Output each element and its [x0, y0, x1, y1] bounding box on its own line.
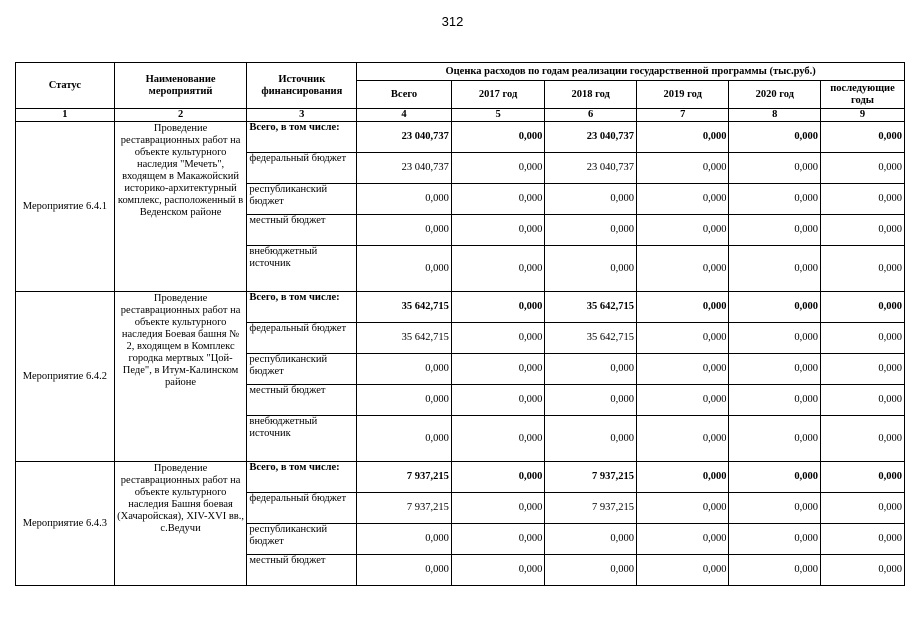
header-year-total: Всего: [357, 81, 452, 109]
budget-table: [15, 62, 905, 586]
header-year-2019: 2019 год: [636, 81, 729, 109]
amount-cell: 0,000: [451, 246, 545, 292]
amount-cell: 0,000: [821, 215, 905, 246]
amount-cell: 0,000: [357, 184, 452, 215]
amount-cell: 0,000: [821, 493, 905, 524]
funding-source: республиканский бюджет: [247, 184, 357, 215]
funding-source: местный бюджет: [247, 385, 357, 416]
amount-cell: 0,000: [729, 323, 821, 354]
amount-cell: 23 040,737: [545, 153, 637, 184]
amount-cell: 0,000: [451, 122, 545, 153]
amount-cell: 0,000: [636, 184, 729, 215]
amount-cell: 0,000: [545, 524, 637, 555]
amount-cell: 0,000: [729, 524, 821, 555]
amount-cell: 0,000: [821, 385, 905, 416]
amount-cell: 0,000: [636, 555, 729, 586]
activity-status: Мероприятие 6.4.2: [16, 292, 115, 462]
amount-cell: 0,000: [729, 493, 821, 524]
column-number: 1: [16, 109, 115, 122]
amount-cell: 0,000: [821, 524, 905, 555]
amount-cell: 0,000: [357, 555, 452, 586]
funding-source: местный бюджет: [247, 215, 357, 246]
table-row: [16, 462, 905, 493]
amount-cell: 0,000: [636, 493, 729, 524]
amount-cell: 0,000: [821, 462, 905, 493]
amount-cell: 0,000: [357, 246, 452, 292]
amount-cell: 0,000: [451, 215, 545, 246]
amount-cell: 35 642,715: [357, 323, 452, 354]
header-name: Наименование мероприятий: [114, 63, 247, 109]
amount-cell: 0,000: [451, 323, 545, 354]
column-number: 7: [636, 109, 729, 122]
amount-cell: 0,000: [729, 555, 821, 586]
amount-cell: 0,000: [821, 292, 905, 323]
amount-cell: 0,000: [451, 153, 545, 184]
header-year-2020: 2020 год: [729, 81, 821, 109]
activity-name: Проведение реставрационных работ на объекте культурного наследия Башня боевая (Хачаройская), XIV-XVI вв., с.Ведучи: [114, 462, 247, 586]
amount-cell: 0,000: [636, 246, 729, 292]
amount-cell: 0,000: [821, 122, 905, 153]
header-source: Источник финансирования: [247, 63, 357, 109]
amount-cell: 0,000: [636, 524, 729, 555]
header-year-2018: 2018 год: [545, 81, 637, 109]
amount-cell: 0,000: [636, 323, 729, 354]
activity-name: Проведение реставрационных работ на объекте культурного наследия Боевая башня № 2, входящем в Комплекс городка мертвых "Цой- Педе", в Итум-Калинском районе: [114, 292, 247, 462]
amount-cell: 0,000: [451, 555, 545, 586]
amount-cell: 0,000: [451, 385, 545, 416]
amount-cell: 0,000: [729, 354, 821, 385]
amount-cell: 0,000: [636, 215, 729, 246]
amount-cell: 0,000: [357, 385, 452, 416]
amount-cell: 0,000: [357, 354, 452, 385]
column-number: 2: [114, 109, 247, 122]
funding-source: республиканский бюджет: [247, 524, 357, 555]
amount-cell: 0,000: [729, 416, 821, 462]
activity-status: Мероприятие 6.4.1: [16, 122, 115, 292]
column-number: 9: [821, 109, 905, 122]
funding-source: федеральный бюджет: [247, 493, 357, 524]
column-number: 3: [247, 109, 357, 122]
amount-cell: 0,000: [636, 292, 729, 323]
column-number: 8: [729, 109, 821, 122]
amount-cell: 0,000: [545, 555, 637, 586]
amount-cell: 23 040,737: [545, 122, 637, 153]
amount-cell: 23 040,737: [357, 153, 452, 184]
funding-source: местный бюджет: [247, 555, 357, 586]
amount-cell: 35 642,715: [545, 292, 637, 323]
activity-name: Проведение реставрационных работ на объекте культурного наследия "Мечеть", входящем в Макажойский историко-архитектурный комплекс, расположенный в Веденском районе: [114, 122, 247, 292]
header-year-2017: 2017 год: [451, 81, 545, 109]
amount-cell: 7 937,215: [357, 462, 452, 493]
funding-source: Всего, в том числе:: [247, 122, 357, 153]
funding-source: внебюджетный источник: [247, 246, 357, 292]
funding-source: федеральный бюджет: [247, 323, 357, 354]
amount-cell: 23 040,737: [357, 122, 452, 153]
amount-cell: 0,000: [821, 323, 905, 354]
table-row: [16, 292, 905, 323]
amount-cell: 0,000: [821, 416, 905, 462]
amount-cell: 0,000: [451, 462, 545, 493]
amount-cell: 0,000: [821, 246, 905, 292]
amount-cell: 0,000: [729, 462, 821, 493]
page-number: 312: [441, 14, 464, 29]
amount-cell: 0,000: [821, 153, 905, 184]
amount-cell: 7 937,215: [545, 493, 637, 524]
amount-cell: 0,000: [729, 385, 821, 416]
amount-cell: 0,000: [636, 416, 729, 462]
amount-cell: 0,000: [451, 524, 545, 555]
amount-cell: 7 937,215: [545, 462, 637, 493]
header-year-next: последующие годы: [821, 81, 905, 109]
activity-status: Мероприятие 6.4.3: [16, 462, 115, 586]
amount-cell: 0,000: [357, 524, 452, 555]
amount-cell: 0,000: [451, 354, 545, 385]
amount-cell: 0,000: [545, 354, 637, 385]
table-row: [16, 122, 905, 153]
amount-cell: 0,000: [451, 416, 545, 462]
column-number-row: [16, 109, 905, 122]
amount-cell: 0,000: [636, 153, 729, 184]
amount-cell: 0,000: [545, 246, 637, 292]
amount-cell: 0,000: [451, 292, 545, 323]
amount-cell: 0,000: [545, 385, 637, 416]
amount-cell: 7 937,215: [357, 493, 452, 524]
amount-cell: 0,000: [545, 215, 637, 246]
amount-cell: 0,000: [451, 493, 545, 524]
column-number: 5: [451, 109, 545, 122]
amount-cell: 0,000: [357, 215, 452, 246]
funding-source: республиканский бюджет: [247, 354, 357, 385]
amount-cell: 0,000: [729, 153, 821, 184]
amount-cell: 0,000: [729, 122, 821, 153]
amount-cell: 0,000: [821, 354, 905, 385]
funding-source: Всего, в том числе:: [247, 462, 357, 493]
amount-cell: 0,000: [821, 184, 905, 215]
amount-cell: 0,000: [636, 122, 729, 153]
amount-cell: 0,000: [357, 416, 452, 462]
amount-cell: 0,000: [729, 215, 821, 246]
amount-cell: 35 642,715: [545, 323, 637, 354]
amount-cell: 0,000: [636, 354, 729, 385]
column-number: 6: [545, 109, 637, 122]
funding-source: федеральный бюджет: [247, 153, 357, 184]
amount-cell: 0,000: [636, 462, 729, 493]
funding-source: Всего, в том числе:: [247, 292, 357, 323]
amount-cell: 0,000: [545, 184, 637, 215]
column-number: 4: [357, 109, 452, 122]
amount-cell: 0,000: [821, 555, 905, 586]
amount-cell: 0,000: [545, 416, 637, 462]
amount-cell: 0,000: [729, 292, 821, 323]
amount-cell: 35 642,715: [357, 292, 452, 323]
amount-cell: 0,000: [729, 246, 821, 292]
header-estimate: Оценка расходов по годам реализации государственной программы (тыс.руб.): [357, 63, 905, 81]
amount-cell: 0,000: [636, 385, 729, 416]
header-status: Статус: [16, 63, 115, 109]
amount-cell: 0,000: [451, 184, 545, 215]
amount-cell: 0,000: [729, 184, 821, 215]
funding-source: внебюджетный источник: [247, 416, 357, 462]
